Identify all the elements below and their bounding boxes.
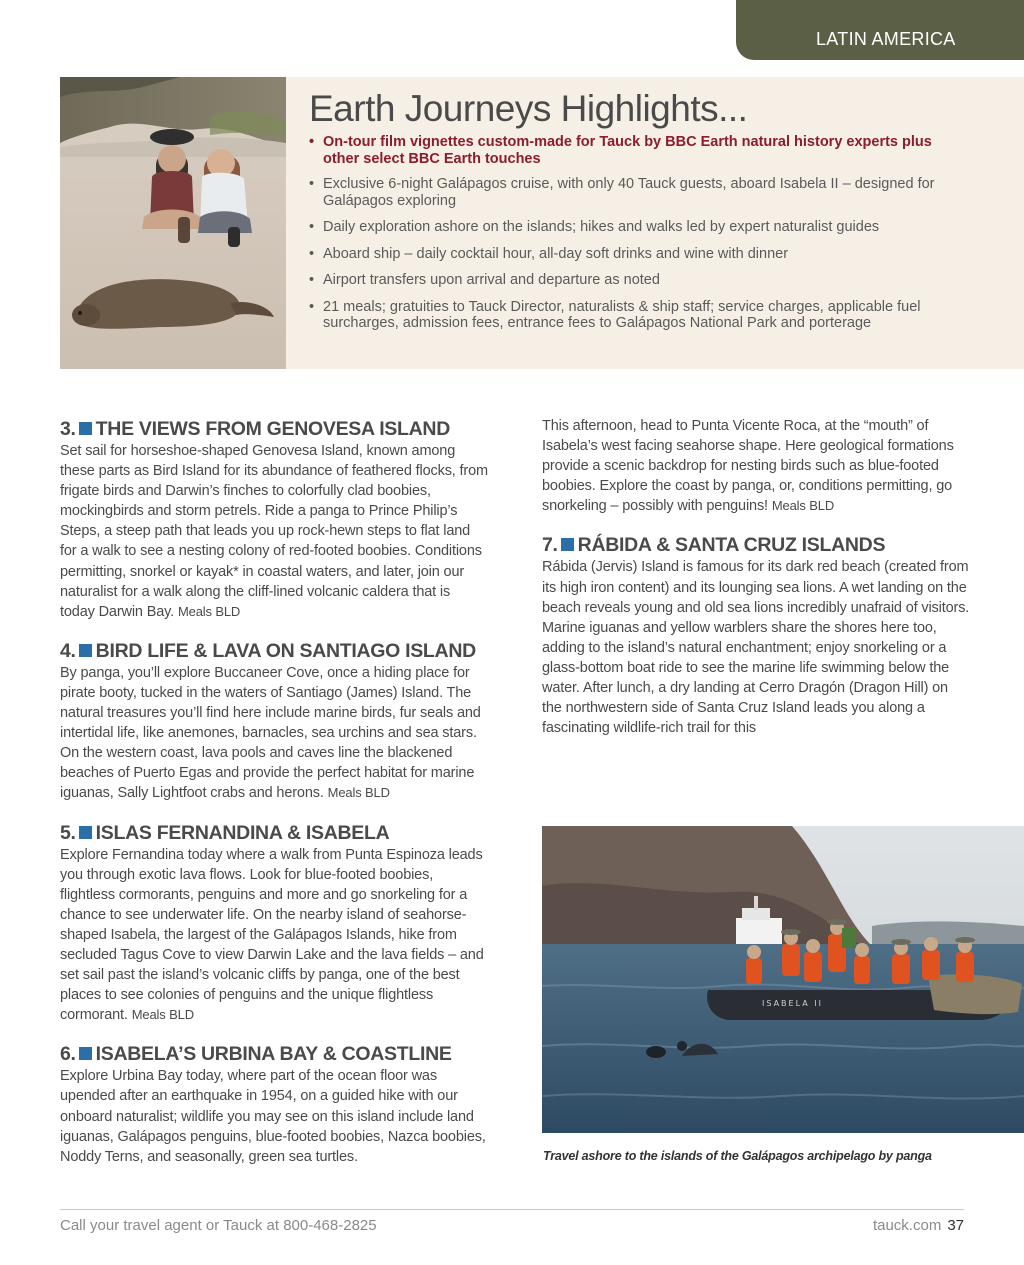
- footer-call-text: Call your travel agent or Tauck at: [60, 1217, 280, 1234]
- day-description: [542, 416, 970, 516]
- photo-travelers-sea-lion: [60, 77, 286, 369]
- day-number: 4.: [60, 639, 76, 662]
- highlight-item: • On-tour film vignettes custom-made for Tauck by BBC Earth natural history experts plus other select BBC Earth touches: [309, 134, 969, 167]
- day-heading: [542, 534, 970, 556]
- highlight-item: • Daily exploration ashore on the islands; hikes and walks led by expert naturalist guides: [309, 219, 969, 236]
- footer-url: tauck.com: [872, 1217, 942, 1234]
- square-bullet-icon: [79, 644, 92, 657]
- footer-divider: [60, 1209, 964, 1210]
- day-heading: [60, 822, 488, 844]
- square-bullet-icon: [79, 1047, 92, 1060]
- square-bullet-icon: [561, 538, 574, 551]
- day-body-text: Set sail for horseshoe-shaped Genovesa Island, known among these parts as Bird Island for its abundance of feathered flocks, from frigate birds and Darwin’s finches to colorfully clad boobies, mockingbirds and storm petrels. Ride a panga to Prince Philip’s Steps, a steep path that leads you up rock-hewn steps to flat land for a walk to see a nesting colony of red-footed boobies. Conditions permitting, snorkel or kayak* in coastal waters, and later, join our naturalist for a walk along the cliff-lined volcanic caldera that is today Darwin Bay.: [60, 443, 488, 620]
- day-heading: [60, 418, 488, 440]
- itinerary-right-column: [542, 416, 970, 756]
- page-number: 37: [947, 1217, 964, 1234]
- day-number: 6.: [60, 1043, 76, 1066]
- region-tab: [736, 0, 1024, 60]
- highlights-title: Earth Journeys Highlights...: [309, 88, 748, 129]
- itinerary-day: [60, 418, 488, 622]
- highlight-item: • Aboard ship – daily cocktail hour, all-day soft drinks and wine with dinner: [309, 246, 969, 263]
- meals-label: Meals BLD: [327, 785, 390, 801]
- photo-caption: Travel ashore to the islands of the Galápagos archipelago by panga: [543, 1149, 932, 1163]
- day-title: ISLAS FERNANDINA & ISABELA: [95, 821, 390, 844]
- day-number: 5.: [60, 821, 76, 844]
- day-heading: [60, 640, 488, 662]
- day-heading: [60, 1043, 488, 1065]
- itinerary-day: [60, 640, 488, 804]
- day-number: 3.: [60, 418, 76, 440]
- day-body-text: Explore Fernandina today where a walk from Punta Espinoza leads you through exotic lava flows. Look for blue-footed boobies, flightless cormorants, penguins and more and go snorkeling for a chance to see underwater life. On the nearby island of seahorse-shaped Isabela, the largest of the Galápagos Islands, hike from secluded Tagus Cove to view Darwin Lake and the lava fields – and set sail past the island’s volcanic cliffs by panga, one of the best places to see colonies of penguins and the unique flightless cormorant.: [60, 846, 484, 1024]
- day-title: BIRD LIFE & LAVA ON SANTIAGO ISLAND: [95, 639, 476, 662]
- day-title: THE VIEWS FROM GENOVESA ISLAND: [95, 418, 450, 440]
- highlight-item: • 21 meals; gratuities to Tauck Director, naturalists & ship staff; service charges, applicable fuel surcharges, admission fees, entrance fees to Galápagos National Park and porterage: [309, 299, 969, 332]
- day-description: [60, 1066, 488, 1166]
- day-description: [542, 557, 970, 738]
- day-title: RÁBIDA & SANTA CRUZ ISLANDS: [577, 534, 886, 557]
- photo-panga-ride: [542, 826, 1024, 1133]
- itinerary-left-column: [60, 418, 488, 1185]
- highlights-list: [309, 134, 969, 342]
- day-body-text: This afternoon, head to Punta Vicente Roca, at the “mouth” of Isabela’s west facing seahorse shape. Here geological formations provide a scenic backdrop for nesting birds such as blue-footed boobies. Explore the coast by panga, or, conditions permitting, go snorkeling – possibly with penguins!: [542, 418, 954, 515]
- day-number: 7.: [542, 534, 558, 557]
- highlight-item: • Exclusive 6-night Galápagos cruise, with only 40 Tauck guests, aboard Isabela II – designed for Galápagos exploring: [309, 176, 969, 209]
- meals-label: Meals BLD: [771, 498, 835, 514]
- itinerary-day: [542, 534, 970, 738]
- day-description: [60, 663, 488, 804]
- highlight-item: • Airport transfers upon arrival and departure as noted: [309, 272, 969, 289]
- itinerary-day-continued: [542, 416, 970, 516]
- itinerary-day: [60, 1043, 488, 1166]
- itinerary-day: [60, 822, 488, 1026]
- day-description: [60, 441, 488, 622]
- region-label: LATIN AMERICA: [816, 29, 956, 49]
- meals-label: Meals BLD: [177, 603, 241, 619]
- day-body-text: By panga, you’ll explore Buccaneer Cove, once a hiding place for pirate booty, tucked in the waters of Santiago (James) Island. The natural treasures you’ll find here include marine birds, fur seals and intertidal life, like anemones, barnacles, sea urchins and sea stars. On the western coast, lava pools and caves line the blackened beaches of Puerto Egas and provide the perfect habitat for marine iguanas, Sally Lightfoot crabs and herons.: [60, 664, 481, 802]
- day-body-text: Rábida (Jervis) Island is famous for its dark red beach (created from its high iron content) and its lounging sea lions. A wet landing on the beach reveals young and old sea lions incredibly unafraid of visitors. Marine iguanas and yellow warblers share the shores here too, adding to the island’s natural enchantment; enjoy snorkeling or a glass-bottom boat ride to see the marine life swimming below the water. After lunch, a dry landing at Cerro Dragón (Dragon Hill) on the northwestern side of Santa Cruz Island leads you along a fascinating wildlife-rich trail for this: [542, 559, 970, 737]
- footer-phone: 800-468-2825: [283, 1217, 377, 1234]
- day-description: [60, 845, 488, 1026]
- square-bullet-icon: [79, 422, 92, 435]
- day-body-text: Explore Urbina Bay today, where part of the ocean floor was upended after an earthquake in 1954, on a guided hike with our onboard naturalist; wildlife you may see on this island include land iguanas, Galápagos penguins, blue-footed boobies, Nazca boobies, Noddy Terns, and seasonally, green sea turtles.: [60, 1068, 486, 1165]
- square-bullet-icon: [79, 826, 92, 839]
- footer-contact: [60, 1217, 377, 1234]
- boat-name-label: ISABELA II: [762, 999, 823, 1008]
- day-title: ISABELA’S URBINA BAY & COASTLINE: [95, 1043, 452, 1066]
- footer-site: [873, 1217, 964, 1234]
- meals-label: Meals BLD: [131, 1007, 194, 1023]
